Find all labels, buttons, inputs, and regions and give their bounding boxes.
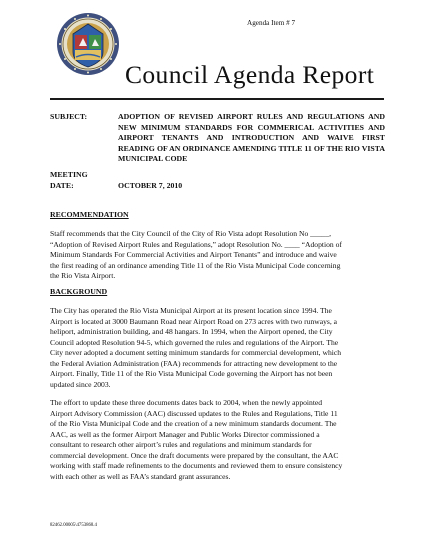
paragraph-line: the Rio Vista Airport. xyxy=(50,271,116,280)
meeting-date: OCTOBER 7, 2010 xyxy=(118,181,183,190)
background-paragraph-1 xyxy=(50,306,386,390)
paragraph-line: consultant to research other airport’s rules and regulations and minimum standards for xyxy=(50,440,312,449)
background-heading: BACKGROUND xyxy=(50,287,108,296)
paragraph-line: the first reading of an ordinance amending Title 11 of the Rio Vista Municipal Code concerning xyxy=(50,260,341,270)
paragraph-line: City never adopted a document setting minimum standards for commercial development, which xyxy=(50,348,342,357)
background-paragraph-2 xyxy=(50,398,386,482)
meeting-label: MEETING xyxy=(50,170,88,179)
paragraph-line: Airport is located at 3000 Baumann Road near Airport Road on 273 acres with two runways, a xyxy=(50,316,338,326)
paragraph-line: commercial development. Once the draft documents were prepared by the consultant, the AAC xyxy=(50,450,339,460)
recommendation-paragraph xyxy=(50,229,386,282)
paragraph-line: Council adopted Resolution 94-5, which governed the rules and regulations of the Airport. The xyxy=(50,337,339,347)
subject-text: ADOPTION OF REVISED AIRPORT RULES AND REGULATIONS AND NEW MINIMUM STANDARDS FOR COMMERICAL ACTIVITIES AND AIRPORT TENANTS AND INTRODUCTION AND WAIVE FIRST READING OF AN ORDINANCE AMENDING TITLE 11 OF THE RIO VISTA MUNICIPAL CODE xyxy=(118,112,385,164)
paragraph-line: the Federal Aviation Administration (FAA) recommends for attracting new development to the xyxy=(50,358,338,368)
city-seal-logo xyxy=(56,12,120,76)
title-divider xyxy=(50,98,384,100)
page-title: Council Agenda Report xyxy=(125,60,375,89)
date-label: DATE: xyxy=(50,181,74,190)
paragraph-line: The effort to update these three documents dates back to 2004, when the newly appointed xyxy=(50,398,323,407)
paragraph-line: Minimum Standards For Commercial Activities and Airport Tenants” and introduce and waive xyxy=(50,250,337,259)
paragraph-line: with each other as well as FAA’s standard grant assurances. xyxy=(50,471,231,481)
recommendation-heading: RECOMMENDATION xyxy=(50,210,129,219)
paragraph-line: AAC, as well as the former Airport Manager and Public Works Director commissioned a xyxy=(50,429,320,439)
agenda-item-number: Agenda Item # 7 xyxy=(247,19,296,27)
paragraph-line: heliport, administration building, and 48 hangars. In 1994, when the Airport opened, the City xyxy=(50,327,333,336)
subject-label: SUBJECT: xyxy=(50,112,88,121)
paragraph-line: “Adoption of Revised Airport Rules and Regulations,” adopt Resolution No. ____ “Adoption of xyxy=(50,239,342,249)
paragraph-line: Staff recommends that the City Council of the City of Rio Vista adopt Resolution No _____, xyxy=(50,229,332,238)
paragraph-line: Airport Advisory Commission (AAC) discussed updates to the Rules and Regulations, Title 11 xyxy=(50,408,338,418)
paragraph-line: updated since 2003. xyxy=(50,379,111,389)
paragraph-line: Airport. Finally, Title 11 of the Rio Vista Municipal Code governing the Airport has not been xyxy=(50,369,333,378)
paragraph-line: working with staff made refinements to the documents and reviewed them to ensure consistency xyxy=(50,461,343,470)
paragraph-line: The City has operated the Rio Vista Municipal Airport at its present location since 1994. The xyxy=(50,306,332,315)
paragraph-line: of the Rio Vista Municipal Code and the creation of a new minimum standards document. The xyxy=(50,419,337,428)
document-code: 82462.00005\4753868.4 xyxy=(50,523,97,528)
